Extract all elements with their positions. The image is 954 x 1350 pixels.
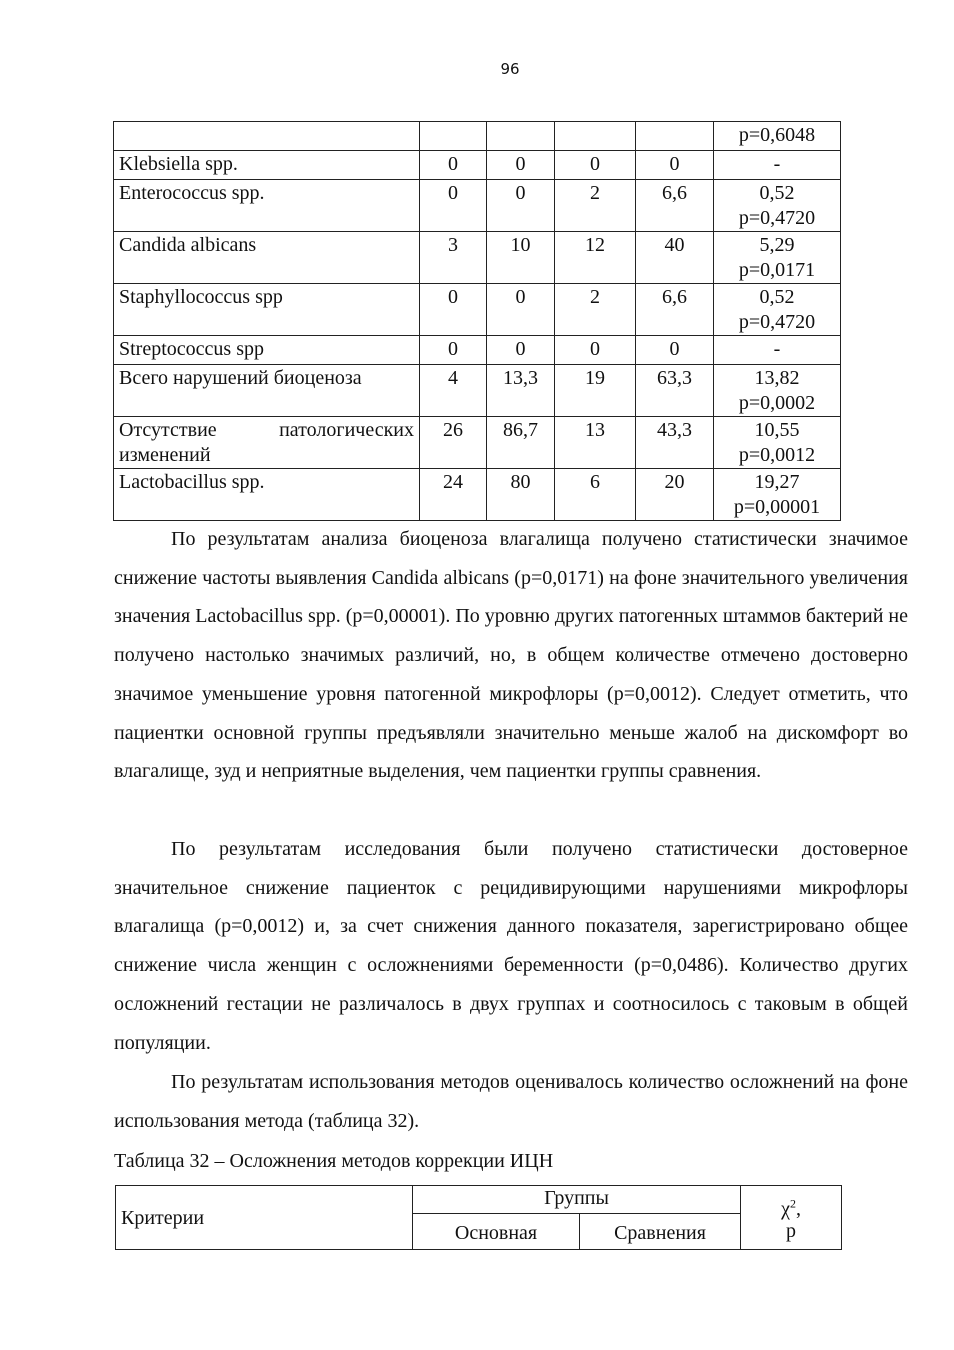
table-row	[114, 180, 841, 232]
chi-value: 0,52	[759, 286, 795, 308]
chi-value: 5,29	[759, 234, 795, 256]
value-cell-c1: 0	[420, 284, 487, 336]
value-cell-c2	[487, 122, 555, 151]
p-value: p=0,4720	[738, 207, 816, 229]
p-value: p=0,00001	[733, 496, 821, 518]
p-value: p=0,4720	[738, 311, 816, 333]
chi-value: 19,27	[754, 471, 800, 493]
value-cell-c3: 12	[555, 232, 636, 284]
chi-value: 13,82	[754, 367, 800, 389]
value-cell-c3: 19	[555, 365, 636, 417]
p-value: p=0,6048	[738, 124, 816, 146]
chi-p-cell	[714, 151, 841, 180]
table32-caption: Таблица 32 – Осложнения методов коррекции ИЦН	[114, 1150, 554, 1172]
table-row	[114, 469, 841, 521]
value-cell-c3: 6	[555, 469, 636, 521]
paragraph-methods	[114, 1063, 908, 1140]
chi-value: 10,55	[754, 419, 800, 441]
chi-p-cell	[714, 284, 841, 336]
value-cell-c3: 13	[555, 417, 636, 469]
value-cell-c2: 0	[487, 151, 555, 180]
chi-p-cell	[714, 122, 841, 151]
value-cell-c3: 0	[555, 151, 636, 180]
table-row	[114, 365, 841, 417]
paragraph-text: По результатам использования методов оценивалось количество осложнений на фоне использования метода (таблица 32).	[114, 1071, 908, 1132]
value-cell-c4: 6,6	[636, 180, 714, 232]
chi-p-cell	[714, 336, 841, 365]
criterion-cell: Streptococcus spp	[114, 336, 420, 365]
value-cell-c4	[636, 122, 714, 151]
criterion-cell	[114, 122, 420, 151]
value-cell-c4: 63,3	[636, 365, 714, 417]
criterion-cell: Staphyllococcus spp	[114, 284, 420, 336]
value-cell-c1: 0	[420, 151, 487, 180]
value-cell-c1: 24	[420, 469, 487, 521]
table-row	[114, 232, 841, 284]
microflora-table	[113, 121, 841, 521]
chi-p-cell	[714, 417, 841, 469]
table-row	[114, 151, 841, 180]
p-value: p=0,0002	[738, 392, 816, 414]
table-row	[114, 284, 841, 336]
p-value: p=0,0012	[738, 444, 816, 466]
header-main-group: Основная	[413, 1214, 580, 1250]
header-criteria: Критерии	[116, 1186, 413, 1250]
value-cell-c3	[555, 122, 636, 151]
value-cell-c1	[420, 122, 487, 151]
criterion-cell: Candida albicans	[114, 232, 420, 284]
header-chi-p	[741, 1186, 842, 1250]
criterion-cell: Enterococcus spp.	[114, 180, 420, 232]
p-value: p=0,0171	[738, 259, 816, 281]
value-cell-c4: 6,6	[636, 284, 714, 336]
p-label: p	[786, 1220, 797, 1243]
value-cell-c2: 13,3	[487, 365, 555, 417]
value-cell-c1: 3	[420, 232, 487, 284]
table-row	[114, 122, 841, 151]
chi-p-cell	[714, 469, 841, 521]
chi-value: 0,52	[759, 182, 795, 204]
value-cell-c4: 40	[636, 232, 714, 284]
table-row	[114, 336, 841, 365]
value-cell-c2: 0	[487, 180, 555, 232]
value-cell-c4: 0	[636, 336, 714, 365]
paragraph-biocenosis	[114, 520, 908, 791]
page-number: 96	[500, 60, 520, 78]
chi-value: -	[773, 153, 781, 175]
chi-square-label: $\chi^2$,	[781, 1196, 801, 1221]
value-cell-c4: 20	[636, 469, 714, 521]
table-row	[114, 417, 841, 469]
header-groups: Группы	[413, 1186, 741, 1214]
table32	[115, 1185, 842, 1250]
value-cell-c1: 26	[420, 417, 487, 469]
value-cell-c4: 0	[636, 151, 714, 180]
chi-p-cell	[714, 180, 841, 232]
value-cell-c2: 80	[487, 469, 555, 521]
value-cell-c2: 86,7	[487, 417, 555, 469]
criterion-cell: Всего нарушений биоценоза	[114, 365, 420, 417]
value-cell-c4: 43,3	[636, 417, 714, 469]
value-cell-c2: 10	[487, 232, 555, 284]
value-cell-c1: 0	[420, 180, 487, 232]
header-comparison-group: Сравнения	[580, 1214, 741, 1250]
chi-value: -	[773, 338, 781, 360]
paragraph-text: По результатам исследования были получено статистически достоверное значительное снижение пациенток с рецидивирующими нарушениями микрофлоры влагалища (p=0,0012) и, за счет снижения данного показателя, зарегистрировано общее снижение числа женщин с осложнениями беременности (p=0,0486). Количество других осложнений гестации не различалось в двух группах и соотносилось с таковым в общей популяции.	[114, 838, 908, 1054]
value-cell-c3: 2	[555, 284, 636, 336]
value-cell-c3: 2	[555, 180, 636, 232]
chi-p-cell	[714, 232, 841, 284]
value-cell-c1: 4	[420, 365, 487, 417]
chi-p-cell	[714, 365, 841, 417]
criterion-cell: Lactobacillus spp.	[114, 469, 420, 521]
value-cell-c2: 0	[487, 336, 555, 365]
criterion-cell: Klebsiella spp.	[114, 151, 420, 180]
value-cell-c2: 0	[487, 284, 555, 336]
paragraph-text: По результатам анализа биоценоза влагалища получено статистически значимое снижение частоты выявления Candida albicans (p=0,0171) на фоне значительного увеличения значения Lactobacillus spp. (p=0,00001). По уровню других патогенных штаммов бактерий не получено настолько значимых различий, но, в общем количестве отмечено достоверно значимое уменьшение уровня патогенной микрофлоры (p=0,0012). Следует отметить, что пациентки основной группы предъявляли значительно меньше жалоб на дискомфорт во влагалище, зуд и неприятные выделения, чем пациентки группы сравнения.	[114, 528, 909, 783]
value-cell-c1: 0	[420, 336, 487, 365]
value-cell-c3: 0	[555, 336, 636, 365]
criterion-cell: Отсутствие патологических изменений	[114, 417, 420, 469]
paragraph-study-results	[114, 830, 908, 1062]
